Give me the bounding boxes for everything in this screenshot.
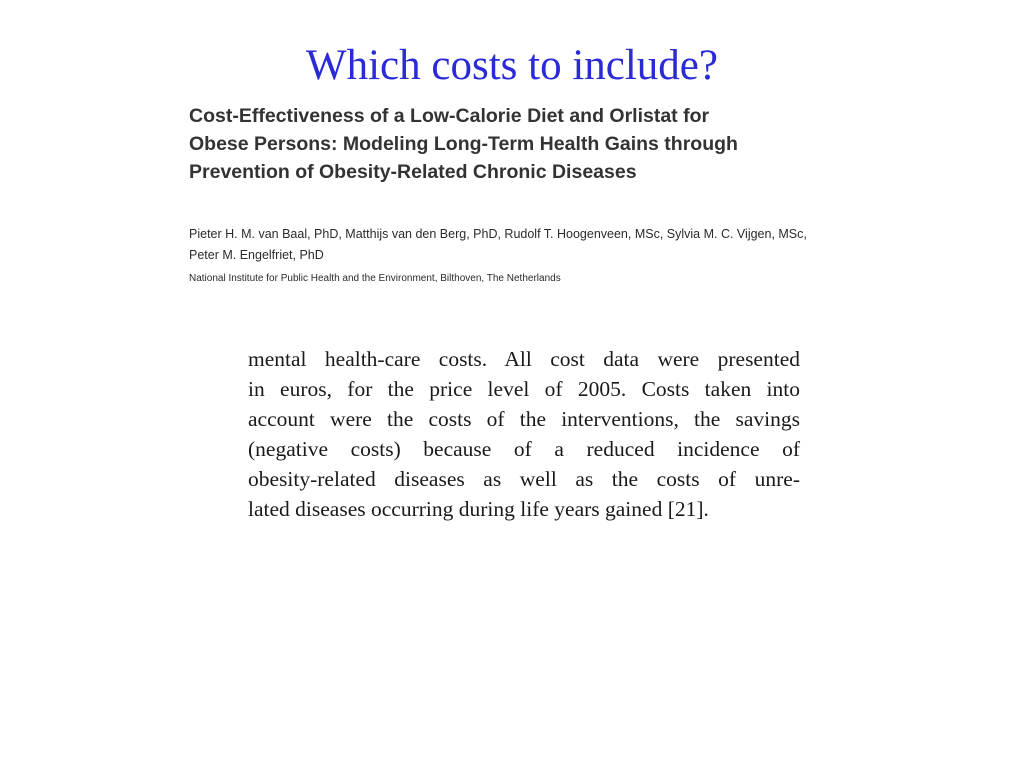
slide-title: Which costs to include? bbox=[306, 42, 718, 89]
excerpt-line: mental health-care costs. All cost data were presented bbox=[248, 347, 800, 371]
paper-affiliation: National Institute for Public Health and the Environment, Bilthoven, The Netherlands bbox=[189, 273, 561, 284]
paper-author-line: Peter M. Engelfriet, PhD bbox=[189, 248, 324, 262]
paper-title-line: Prevention of Obesity-Related Chronic Diseases bbox=[189, 161, 637, 183]
excerpt-line: (negative costs) because of a reduced incidence of bbox=[248, 437, 800, 461]
excerpt-line: account were the costs of the interventions, the savings bbox=[248, 407, 800, 431]
excerpt-line: lated diseases occurring during life years gained [21]. bbox=[248, 497, 709, 521]
paper-title-line: Cost-Effectiveness of a Low-Calorie Diet and Orlistat for bbox=[189, 105, 710, 127]
paper-excerpt-clipping bbox=[248, 344, 800, 524]
paper-title bbox=[189, 102, 849, 186]
excerpt-line: in euros, for the price level of 2005. Costs taken into bbox=[248, 377, 800, 401]
paper-title-line: Obese Persons: Modeling Long-Term Health Gains through bbox=[189, 133, 738, 155]
excerpt-line: obesity-related diseases as well as the costs of unre- bbox=[248, 467, 800, 491]
paper-header-clipping bbox=[189, 102, 869, 288]
paper-author-line: Pieter H. M. van Baal, PhD, Matthijs van den Berg, PhD, Rudolf T. Hoogenveen, MSc, Sylvia M. C. Vijgen, MSc, bbox=[189, 227, 807, 241]
paper-authors bbox=[189, 224, 859, 266]
